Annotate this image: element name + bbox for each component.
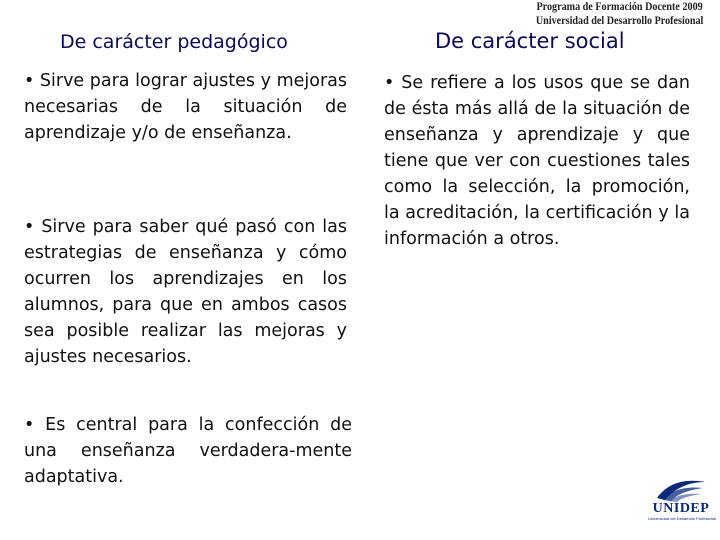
right-column-title: De carácter social — [435, 29, 625, 53]
right-bullet-1: • Se refiere a los usos que se dan de ésta más allá de la situación de enseñanza y aprendizaje y que tiene que ver con cuestiones tales como la selección, la promoción, la acreditación, la certificación y la información a otros. — [384, 73, 690, 249]
swoosh-icon — [653, 476, 709, 502]
program-title: Programa de Formación Docente 2009 — [536, 1, 703, 13]
program-header — [527, 0, 712, 28]
unidep-logo — [648, 476, 717, 536]
university-name: Universidad del Desarrollo Profesional — [535, 15, 704, 27]
left-bullet-2: • Sirve para saber qué pasó con las estrategias de enseñanza y cómo ocurren los aprendizajes en los alumnos, para que en ambos casos sea posible realizar las mejoras y ajustes necesarios. — [24, 217, 347, 367]
logo-wordmark: UNIDEP — [652, 501, 710, 516]
left-bullet-3: • Es central para la confección de una enseñanza verdadera-mente adaptativa. — [24, 415, 352, 487]
left-bullet-1: • Sirve para lograr ajustes y mejoras necesarias de la situación de aprendizaje y/o de enseñanza. — [24, 71, 347, 143]
left-column-title: De carácter pedagógico — [60, 31, 288, 53]
logo-tagline: Universidad del Desarrollo Profesional — [648, 516, 717, 521]
